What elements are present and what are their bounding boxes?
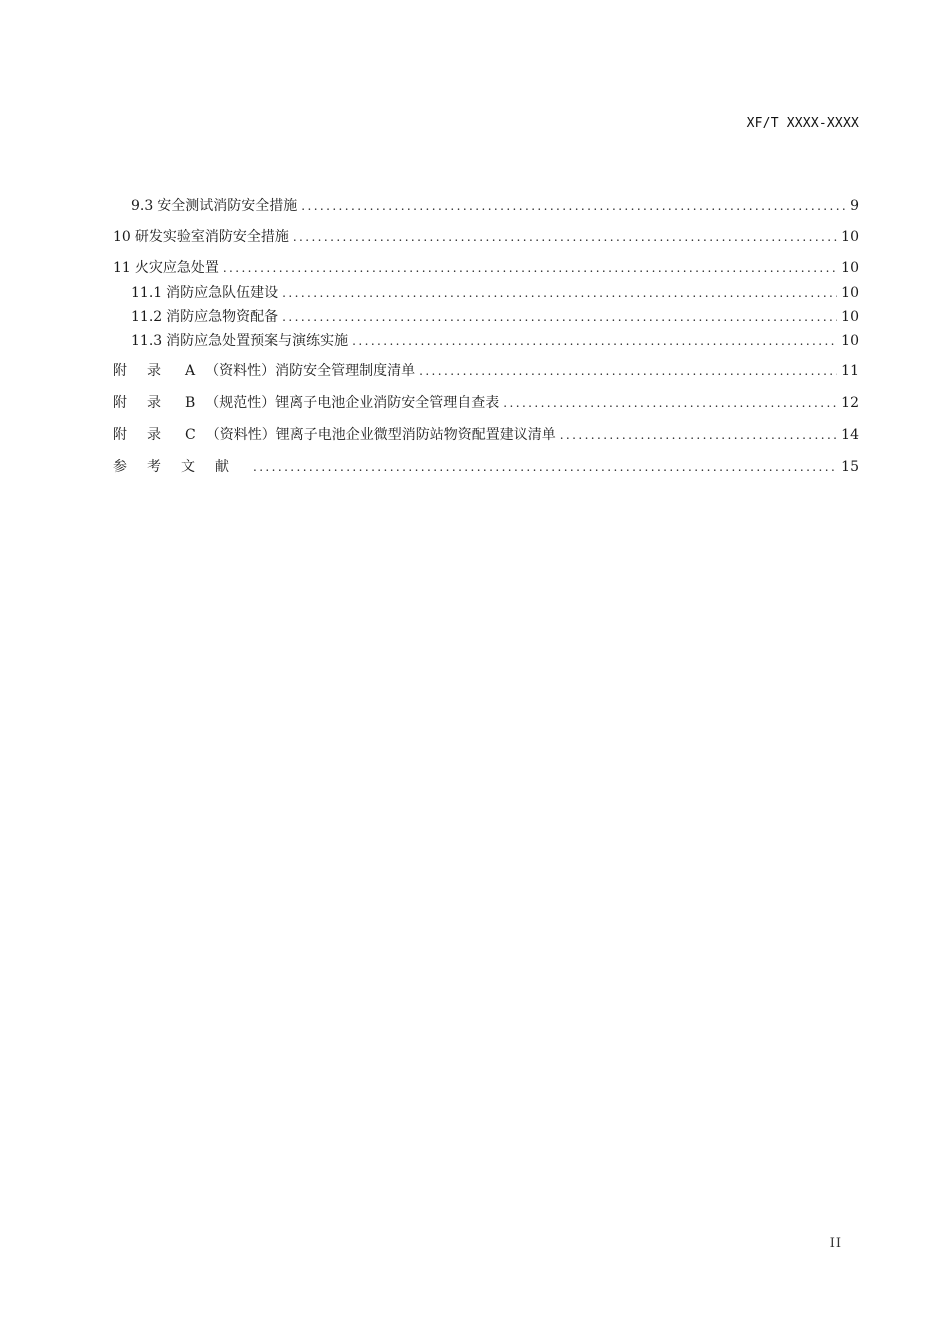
toc-page-number: 10 bbox=[841, 285, 859, 301]
toc-leader-dots bbox=[282, 307, 837, 327]
toc-entry-label: 11.1 消防应急队伍建设 bbox=[131, 285, 279, 301]
toc-entry[interactable] bbox=[113, 258, 859, 278]
toc-leader-dots bbox=[253, 457, 837, 477]
page-number: II bbox=[829, 1236, 842, 1251]
toc-page-number: 10 bbox=[841, 229, 859, 245]
toc-leader-dots bbox=[560, 425, 837, 445]
toc-entry-label: 11.2 消防应急物资配备 bbox=[131, 309, 279, 325]
toc-leader-dots bbox=[301, 196, 845, 216]
toc-entry-label: 参考文献 bbox=[113, 459, 249, 475]
toc-entry-references[interactable] bbox=[113, 457, 859, 477]
toc-page-number: 12 bbox=[841, 395, 859, 411]
document-code: XF/T XXXX-XXXX bbox=[746, 116, 859, 131]
toc-entry[interactable] bbox=[113, 307, 859, 327]
toc-leader-dots bbox=[419, 361, 837, 381]
toc-page-number: 15 bbox=[841, 459, 859, 475]
toc-page-number: 10 bbox=[841, 260, 859, 276]
toc-leader-dots bbox=[223, 258, 837, 278]
toc-page-number: 14 bbox=[841, 427, 859, 443]
toc-entry-label: 10 研发实验室消防安全措施 bbox=[113, 229, 289, 245]
toc-entry-label: 9.3 安全测试消防安全措施 bbox=[131, 198, 298, 214]
toc-page-number: 11 bbox=[841, 363, 859, 379]
toc-entry-appendix-b[interactable] bbox=[113, 393, 859, 413]
toc-leader-dots bbox=[282, 283, 837, 303]
toc-page-number: 10 bbox=[841, 309, 859, 325]
toc-entry-label: 11 火灾应急处置 bbox=[113, 260, 219, 276]
toc-leader-dots bbox=[503, 393, 837, 413]
toc-entry-label: 附录 C （资料性）锂离子电池企业微型消防站物资配置建议清单 bbox=[113, 427, 556, 443]
toc-page-number: 9 bbox=[850, 198, 859, 214]
toc-entry[interactable] bbox=[113, 283, 859, 303]
toc-leader-dots bbox=[293, 227, 837, 247]
toc-entry-appendix-c[interactable] bbox=[113, 425, 859, 445]
toc-entry-label: 11.3 消防应急处置预案与演练实施 bbox=[131, 333, 349, 349]
toc-leader-dots bbox=[352, 331, 837, 351]
toc-entry[interactable] bbox=[113, 331, 859, 351]
toc-page-number: 10 bbox=[841, 333, 859, 349]
toc-entry-label: 附录 B （规范性）锂离子电池企业消防安全管理自查表 bbox=[113, 395, 500, 411]
toc-entry-label: 附录 A （资料性）消防安全管理制度清单 bbox=[113, 363, 416, 379]
toc-entry-appendix-a[interactable] bbox=[113, 361, 859, 381]
toc-entry[interactable] bbox=[113, 196, 859, 216]
toc-entry[interactable] bbox=[113, 227, 859, 247]
